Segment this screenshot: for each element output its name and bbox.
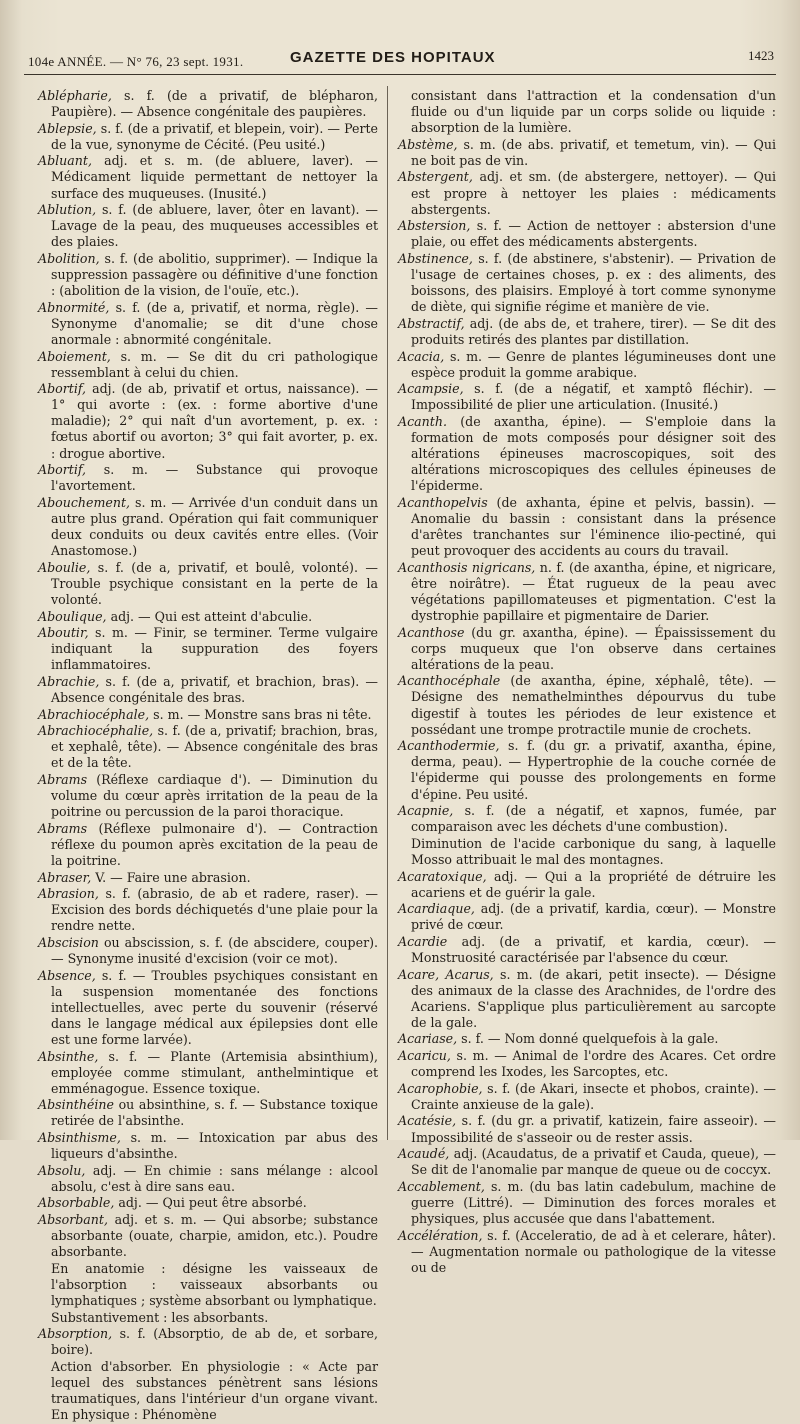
dictionary-entry xyxy=(398,869,776,901)
entry-headword: Acanthodermie, xyxy=(398,738,500,754)
entry-headword: Absorbable, xyxy=(38,1195,115,1211)
entry-headword: Abstème, xyxy=(398,136,458,152)
dictionary-entry xyxy=(38,723,378,771)
entry-definition: s. f. — Action de nettoyer : abstersion d'une plaie, ou effet des médicaments abstergents. xyxy=(411,218,776,250)
entry-definition: adj. et s. m. — Qui absorbe; substance absorbante (ouate, charpie, amidon, etc.). Poudre absorbante. xyxy=(51,1211,378,1260)
entry-definition: (Réflexe cardiaque d'). — Diminution du volume du cœur après irritation de la peau de la poitrine ou percussion de la paroi thoracique. xyxy=(51,771,378,820)
entry-definition: s. m. (du bas latin cadebulum, machine de guerre (Littré). — Diminution des forces morales et physiques, plus accusée que dans l'abattement. xyxy=(411,1178,776,1226)
entry-headword: Abscision xyxy=(38,934,99,950)
dictionary-entry xyxy=(398,560,776,624)
entry-definition: s. m. — Finir, se terminer. Terme vulgaire indiquant la suppuration des foyers inflammatoires. xyxy=(51,625,378,673)
entry-definition: s. m. — Genre de plantes légumineuses dont une espèce produit la gomme arabique. xyxy=(411,348,776,380)
right-column xyxy=(398,88,776,1276)
dictionary-entry xyxy=(398,673,776,737)
dictionary-entry xyxy=(38,560,378,608)
dictionary-entry xyxy=(398,88,776,136)
entry-headword: Absinthéine xyxy=(38,1097,114,1113)
entry-definition: ou absinthine, s. f. — Substance toxique retirée de l'absinthe. xyxy=(51,1097,378,1129)
page-header xyxy=(28,44,774,70)
entry-definition: s. f. (de Akari, insecte et phobos, crainte). — Crainte anxieuse de la gale). xyxy=(411,1080,776,1112)
dictionary-entry xyxy=(38,625,378,673)
dictionary-entry xyxy=(38,707,378,723)
dictionary-entry xyxy=(38,251,378,299)
entry-definition: adj. et s. m. (de abluere, laver). — Médicament liquide permettant de nettoyer la surface des muqueuses. (Inusité.) xyxy=(51,153,378,201)
dictionary-entry xyxy=(38,381,378,461)
entry-headword: Absinthe, xyxy=(38,1048,99,1064)
entry-headword: Acatésie, xyxy=(398,1113,457,1129)
entry-definition: s. m. — Se dit du cri pathologique ressemblant à celui du chien. xyxy=(51,348,378,380)
dictionary-entry xyxy=(38,935,378,967)
entry-headword: Acampsie, xyxy=(398,381,464,397)
dictionary-entry xyxy=(38,1310,378,1326)
entry-definition: s. f. (du gr. a privatif, katizein, faire asseoir). — Impossibilité de s'asseoir ou de rester assis. xyxy=(411,1113,776,1145)
entry-definition: s. m. (de akari, petit insecte). — Désigne des animaux de la classe des Arachnides, de l'ordre des Acariens. S'applique plus particulièrement au sarcopte de la gale. xyxy=(411,966,777,1030)
dictionary-entry xyxy=(38,462,378,494)
entry-definition: adj. et sm. (de abstergere, nettoyer). — Qui est propre à nettoyer les plaies : médicaments abstergents. xyxy=(411,169,776,217)
entry-definition: s. f. (du gr. a privatif, axantha, épine, derma, peau). — Hypertrophie de la couche cornée de l'épiderme qui pousse des prolongements en forme d'épine. Peu usité. xyxy=(411,738,776,802)
entry-definition: Action d'absorber. En physiologie : « Acte par lequel des substances pénètrent sans lésions traumatiques, dans l'intérieur d'un organe vivant. En physique : Phénomène xyxy=(51,1358,378,1423)
entry-headword: Abstinence, xyxy=(398,250,473,266)
entry-headword: Abstractif, xyxy=(398,315,465,331)
dictionary-entry xyxy=(38,1195,378,1211)
entry-definition: adj. (Acaudatus, de a privatif et Cauda, queue), — Se dit de l'anomalie par manque de queue ou de coccyx. xyxy=(411,1146,776,1178)
dictionary-entry xyxy=(398,1081,776,1113)
dictionary-entry xyxy=(38,121,378,153)
dictionary-entry xyxy=(398,625,776,673)
entry-definition: s. f. (de a, privatif, et brachion, bras). — Absence congénitale des bras. xyxy=(51,673,378,705)
entry-definition: s. f. — Troubles psychiques consistant en la suspension momentanée des fonctions intellectuelles, avec perte du souvenir (réservé dans le langage médical aux épilepsies dont elle est une forme larvée). xyxy=(51,967,378,1047)
left-column xyxy=(38,88,378,1424)
entry-headword: Accélération, xyxy=(398,1227,483,1243)
entry-definition: s. m. — Arrivée d'un conduit dans un autre plus grand. Opération qui fait communiquer deux conduits ou deux cavités entre elles. (Voir Anastomose.) xyxy=(51,494,378,559)
entry-definition: ou abscission, s. f. (de abscidere, couper). — Synonyme inusité d'excision (voir ce mot). xyxy=(51,934,378,966)
entry-definition: s. f. (de a privatif, et blepein, voir). — Perte de la vue, synonyme de Cécité. (Peu usité.) xyxy=(51,120,378,152)
entry-definition: s. m. — Animal de l'ordre des Acares. Cet ordre comprend les Ixodes, les Sarcoptes, etc. xyxy=(411,1048,776,1080)
entry-headword: Accablement, xyxy=(398,1178,485,1194)
entry-headword: Aboiement, xyxy=(38,348,111,364)
entry-definition: s. f. (de abolitio, supprimer). — Indique la suppression passagère ou définitive d'une fonction : (abolition de la vision, de l'ouïe, etc.). xyxy=(51,250,378,299)
dictionary-entry xyxy=(398,414,776,494)
dictionary-entry xyxy=(398,803,776,835)
entry-definition: n. f. (de axantha, épine, et nigricare, être noirâtre). — État rugueux de la peau avec végétations papillomateuses et pigmentation. C'est la dystrophie papillaire et pigmentaire de Darier. xyxy=(411,559,776,623)
dictionary-entry xyxy=(38,886,378,934)
entry-headword: Acanthosis nigricans, xyxy=(398,559,536,575)
dictionary-entry xyxy=(38,870,378,886)
dictionary-entry xyxy=(398,1228,776,1276)
dictionary-entry xyxy=(398,901,776,933)
entry-definition: s. f. (Acceleratio, de ad à et celerare, hâter). — Augmentation normale ou pathologique de la vitesse ou de xyxy=(411,1227,776,1275)
entry-definition: s. f. (de a, privatif, et norma, règle). — Synonyme d'anomalie; se dit d'une chose anormale : abnormité congénitale. xyxy=(51,299,378,347)
entry-headword: Abortif, xyxy=(38,462,87,478)
entry-definition: Substantivement : les absorbants. xyxy=(51,1309,269,1325)
page-number: 1423 xyxy=(748,48,774,63)
entry-headword: Absorbant, xyxy=(38,1211,108,1227)
entry-definition: adj. (de abs de, et trahere, tirer). — Se dit des produits retirés des plantes par distillation. xyxy=(411,315,776,347)
dictionary-entry xyxy=(398,1146,776,1178)
entry-headword: Acaricu, xyxy=(398,1048,451,1064)
entry-definition: s. m. (de abs. privatif, et temetum, vin). — Qui ne boit pas de vin. xyxy=(411,136,776,168)
entry-headword: Abolition, xyxy=(38,250,100,266)
issue-info: 104e ANNÉE. — N° 76, 23 sept. 1931. xyxy=(28,54,244,69)
entry-definition: adj. — En chimie : sans mélange : alcool absolu, c'est à dire sans eau. xyxy=(51,1162,378,1194)
dictionary-entry xyxy=(398,495,776,559)
newspaper-title: GAZETTE DES HOPITAUX xyxy=(290,49,496,66)
entry-headword: Acardiaque, xyxy=(398,901,475,917)
entry-headword: Acare, Acarus, xyxy=(398,966,494,982)
dictionary-entry xyxy=(38,1163,378,1195)
entry-headword: Abnormité, xyxy=(38,299,110,315)
entry-headword: Ablepsie, xyxy=(38,120,97,136)
entry-definition: (de axantha, épine, xéphalê, tête). — Désigne des nemathelminthes dépourvus du tube digestif à toutes les périodes de leur existence et possédant une trompe protractile munie de crochets. xyxy=(411,673,776,737)
entry-headword: Abluant, xyxy=(38,153,92,169)
entry-definition: adj. (de a privatif, et kardia, cœur). — Monstruosité caractérisée par l'absence du cœur. xyxy=(411,933,776,965)
entry-definition: s. f. — Plante (Artemisia absinthium), employée comme stimulant, anthelmintique et emménagogue. Essence toxique. xyxy=(51,1048,378,1096)
entry-definition: adj. — Qui est atteint d'abculie. xyxy=(110,608,313,624)
entry-headword: Abrachiocéphale, xyxy=(38,706,150,722)
entry-headword: Abrasion, xyxy=(38,886,99,902)
entry-headword: Abortif, xyxy=(38,381,87,397)
entry-headword: Aboulique, xyxy=(38,608,107,624)
entry-headword: Aboulie, xyxy=(38,559,91,575)
entry-headword: Acardie xyxy=(398,933,448,949)
dictionary-entry xyxy=(398,836,776,868)
entry-headword: Abrachiocéphalie, xyxy=(38,723,154,739)
entry-definition: (du gr. axantha, épine). — Épaississement du corps muqueux que l'on observe dans certaines altérations de la peau. xyxy=(411,624,776,672)
entry-headword: Abrachie, xyxy=(38,673,100,689)
entry-definition: s. f. (de a négatif, et xapnos, fumée, par comparaison avec les déchets d'une combustion). xyxy=(411,803,776,835)
entry-definition: En anatomie : désigne les vaisseaux de l'absorption : vaisseaux absorbants ou lymphatiques ; système absorbant ou lymphatique. xyxy=(51,1260,378,1308)
dictionary-entry xyxy=(38,609,378,625)
entry-headword: Acanthose xyxy=(398,624,465,640)
entry-definition: (Réflexe pulmonaire d'). — Contraction réflexe du poumon après excitation de la peau de la poitrine. xyxy=(51,820,378,868)
dictionary-entry xyxy=(398,1113,776,1145)
dictionary-entry xyxy=(38,772,378,820)
entry-headword: Acanthopelvis xyxy=(398,494,488,510)
column-divider xyxy=(387,86,388,1140)
entry-headword: Absinthisme, xyxy=(38,1130,121,1145)
dictionary-entry xyxy=(38,1261,378,1309)
entry-definition: s. f. (abrasio, de ab et radere, raser). — Excision des bords déchiquetés d'une plaie pour la rendre nette. xyxy=(51,886,378,934)
entry-definition: (de axhanta, épine et pelvis, bassin). — Anomalie du bassin : consistant dans la présence d'arêtes tranchantes sur l'éminence ilio-pectiné, qui peut provoquer des accidents au cours du travail. xyxy=(411,494,776,559)
dictionary-entry xyxy=(38,1097,378,1129)
entry-definition: adj. (de a privatif, kardia, cœur). — Monstre privé de cœur. xyxy=(411,901,776,933)
dictionary-entry xyxy=(38,153,378,201)
dictionary-entry xyxy=(398,349,776,381)
entry-headword: Acanth. xyxy=(398,413,447,429)
dictionary-entry xyxy=(398,1031,776,1047)
dictionary-entry xyxy=(38,1130,378,1162)
entry-headword: Ablution, xyxy=(38,202,97,218)
entry-definition: s. f. (de a privatif, de blépharon, Paupière). — Absence congénitale des paupières. xyxy=(51,88,378,120)
entry-headword: Acaratoxique, xyxy=(398,868,487,884)
entry-definition: s. f. (de a, privatif; brachion, bras, et xephalê, tête). — Absence congénitale des bras et de la tête. xyxy=(51,723,378,771)
dictionary-entry xyxy=(38,495,378,559)
dictionary-entry xyxy=(398,1048,776,1080)
entry-headword: Acariase, xyxy=(398,1031,458,1047)
entry-headword: Absorption, xyxy=(38,1326,113,1342)
entry-definition: adj. — Qui peut être absorbé. xyxy=(118,1195,307,1211)
dictionary-entry xyxy=(38,88,378,120)
entry-headword: Acanthocéphale xyxy=(398,673,501,689)
dictionary-entry xyxy=(398,251,776,315)
dictionary-entry xyxy=(398,218,776,250)
dictionary-entry xyxy=(38,300,378,348)
entry-headword: Acapnie, xyxy=(398,803,454,819)
entry-definition: s. f. — Nom donné quelquefois à la gale. xyxy=(461,1031,719,1047)
entry-headword: Abraser, xyxy=(38,869,92,885)
entry-definition: s. f. (de a négatif, et xamptô fléchir). — Impossibilité de plier une articulation. (Inusité.) xyxy=(411,381,776,413)
dictionary-entry xyxy=(398,1179,776,1227)
entry-definition: adj. — Qui a la propriété de détruire les acariens et de guérir la gale. xyxy=(411,868,776,900)
entry-definition: s. f. (Absorptio, de ab de, et sorbare, boire). xyxy=(51,1326,378,1358)
dictionary-entry xyxy=(38,202,378,250)
dictionary-entry xyxy=(38,1049,378,1097)
dictionary-entry xyxy=(398,137,776,169)
entry-headword: Absolu, xyxy=(38,1162,86,1178)
entry-definition: consistant dans l'attraction et la condensation d'un fluide ou d'un liquide par un corps solide ou liquide : absorption de la lumière. xyxy=(411,88,776,136)
entry-definition: (de axantha, épine). — S'emploie dans la formation de mots composés pour désigner soit des altérations épineuses macroscopiques, soit des altérations microscopiques des cellules épineuses de l'épiderme. xyxy=(411,413,776,494)
entry-definition: V. — Faire une abrasion. xyxy=(95,869,251,885)
entry-headword: Acacia, xyxy=(398,348,445,364)
dictionary-entry xyxy=(38,1326,378,1358)
entry-headword: Acarophobie, xyxy=(398,1080,483,1096)
entry-headword: Acaudé, xyxy=(398,1146,450,1162)
dictionary-entry xyxy=(38,968,378,1048)
dictionary-entry xyxy=(398,967,776,1031)
entry-headword: Abstersion, xyxy=(398,218,471,234)
dictionary-entry xyxy=(38,674,378,706)
entry-definition: Diminution de l'acide carbonique du sang, à laquelle Mosso attribuait le mal des montagnes. xyxy=(411,835,776,867)
entry-headword: Absence, xyxy=(38,967,96,983)
dictionary-entry xyxy=(398,381,776,413)
entry-definition: adj. (de ab, privatif et ortus, naissance). — 1° qui avorte : (ex. : forme abortive d'une maladie); 2° qui naît d'un avortement, p. ex. : fœtus abortif ou avorton; 3° qui fait avorter, p. ex. : drogue abortive. xyxy=(51,381,378,461)
header-rule xyxy=(24,74,776,75)
dictionary-entry xyxy=(398,316,776,348)
entry-headword: Ablépharie, xyxy=(38,88,112,103)
dictionary-entry xyxy=(398,169,776,217)
dictionary-entry xyxy=(38,349,378,381)
entry-headword: Abrams xyxy=(38,820,88,836)
entry-definition: s. m. — Monstre sans bras ni tête. xyxy=(153,706,372,722)
dictionary-entry xyxy=(398,934,776,966)
entry-definition: s. f. (de a, privatif, et boulê, volonté). — Trouble psychique consistant en la perte de la volonté. xyxy=(51,559,378,607)
entry-headword: Abstergent, xyxy=(398,169,473,185)
entry-headword: Abrams xyxy=(38,771,88,787)
dictionary-entry xyxy=(38,1359,378,1423)
entry-definition: s. m. — Intoxication par abus des liqueurs d'absinthe. xyxy=(51,1130,378,1162)
entry-definition: s. f. (de abstinere, s'abstenir). — Privation de l'usage de certaines choses, p. ex : des aliments, des boissons, des plaisirs. Employé à tort comme synonyme de diète, qui signifie régime et manière de vie. xyxy=(411,250,776,315)
dictionary-entry xyxy=(38,1212,378,1260)
entry-headword: Abouchement, xyxy=(38,494,131,510)
entry-definition: s. m. — Substance qui provoque l'avortement. xyxy=(51,462,378,494)
entry-definition: s. f. (de abluere, laver, ôter en lavant). — Lavage de la peau, des muqueuses accessibles et des plaies. xyxy=(51,202,378,250)
dictionary-entry xyxy=(38,821,378,869)
entry-headword: Aboutir, xyxy=(38,625,89,641)
dictionary-entry xyxy=(398,738,776,802)
